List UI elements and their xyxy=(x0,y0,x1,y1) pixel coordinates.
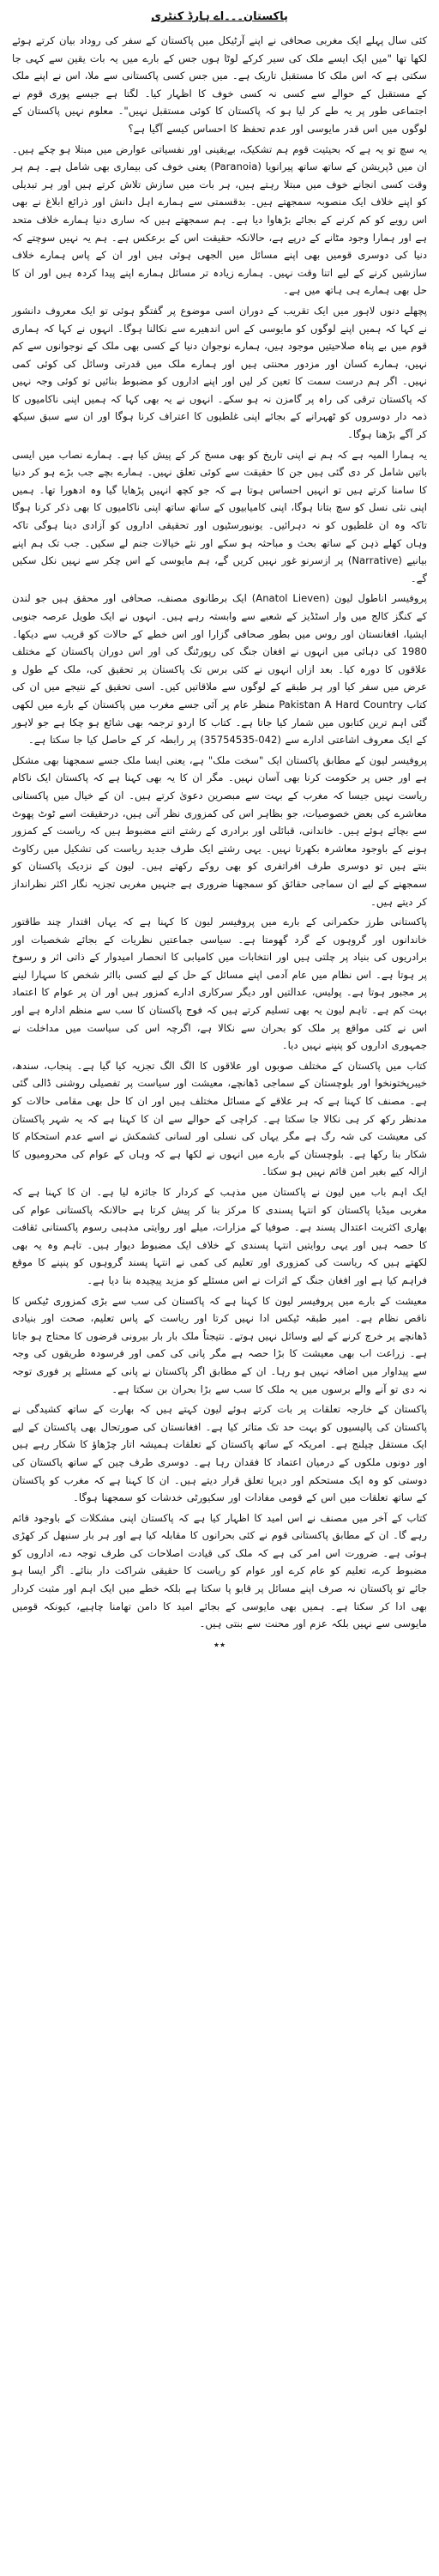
headline-bar xyxy=(12,7,427,25)
paragraph: پاکستانی طرز حکمرانی کے بارے میں پروفیسر لیون کا کہنا ہے کہ یہاں اقتدار چند طاقتور خاندانوں اور گروہوں کے گرد گھومتا ہے۔ سیاسی جماعتیں نظریات کے بجائے شخصیات اور برادریوں کی بنیاد پر چلتی ہیں اور انتخابات میں کامیابی کا انحصار امیدوار کے ذاتی اثر و رسوخ پر ہوتا ہے۔ اس نظام میں عام آدمی اپنے مسائل کے حل کے لیے کسی بااثر شخص کا سہارا لینے پر مجبور ہوتا ہے۔ پولیس، عدالتیں اور دیگر سرکاری ادارے کمزور ہیں اور ان پر عوام کا اعتماد بہت کم ہے۔ تاہم لیون یہ بھی تسلیم کرتے ہیں کہ فوج پاکستان کا سب سے منظم ادارہ ہے اور اس نے کئی مواقع پر ملک کو بحران سے نکالا ہے، اگرچہ اس کی سیاست میں مداخلت نے جمہوری اداروں کو پنپنے نہیں دیا۔ xyxy=(12,916,427,1052)
paragraph: یہ سچ تو یہ ہے کہ بحیثیت قوم ہم تشکیک، بےیقینی اور نفسیاتی عوارض میں مبتلا ہو چکے ہیں۔ ان میں ڈپریشن کے ساتھ ساتھ پیرانویا (Paranoia) یعنی خوف کی بیماری بھی شامل ہے۔ ہم ہر وقت کسی انجانے خوف میں مبتلا رہتے ہیں، ہر بات میں سازش تلاش کرتے ہیں اور ہر تبدیلی کو اپنے خلاف ایک منصوبہ سمجھتے ہیں۔ بدقسمتی سے ہمارے اہل دانش اور ذرائع ابلاغ نے بھی اس رویے کو کم کرنے کے بجائے بڑھاوا دیا ہے۔ ہم سمجھتے ہیں کہ ساری دنیا ہمارے خلاف متحد ہے اور ہمارا وجود مٹانے کے درپے ہے، حالانکہ حقیقت اس کے برعکس ہے۔ ہم یہ نہیں سوچتے کہ دنیا کی دوسری قومیں بھی اپنے مسائل میں الجھی ہوئی ہیں اور ان کے پاس ہمارے خلاف سازشیں کرنے کے لیے اتنا وقت نہیں۔ ہمارے زیادہ تر مسائل ہمارے اپنے پیدا کردہ ہیں اور ان کا حل بھی ہمارے ہی ہاتھ میں ہے۔ xyxy=(12,142,427,297)
paragraph: کتاب کے آخر میں مصنف نے اس امید کا اظہار کیا ہے کہ پاکستان اپنی مشکلات کے باوجود قائم رہے گا۔ ان کے مطابق پاکستانی قوم نے کئی بحرانوں کا مقابلہ کیا ہے اور ہر بار سنبھل کر کھڑی ہوئی ہے۔ ضرورت اس امر کی ہے کہ ملک کی قیادت اصلاحات کی طرف توجہ دے، اداروں کو مضبوط کرے، تعلیم کو عام کرے اور عوام کو ریاست کا حقیقی شراکت دار بنائے۔ اگر ایسا ہو جائے تو پاکستان نہ صرف اپنے مسائل پر قابو پا سکتا ہے بلکہ خطے میں ایک اہم اور مثبت کردار بھی ادا کر سکتا ہے۔ ہمیں بھی مایوسی کے بجائے امید کا دامن تھامنا چاہیے، کیونکہ قومیں مایوسی سے نہیں بلکہ عزم اور محنت سے بنتی ہیں۔ xyxy=(12,1511,427,1630)
article-headline: پاکستان۔۔۔اے ہارڈ کنٹری xyxy=(151,10,288,23)
article-end-mark: ٭٭ xyxy=(213,1638,226,1652)
paragraph: پاکستان کے خارجہ تعلقات پر بات کرتے ہوئے لیون کہتے ہیں کہ بھارت کے ساتھ کشیدگی نے پاکستان کی پالیسیوں کو بہت حد تک متاثر کیا ہے۔ افغانستان کی صورتحال بھی پاکستان کے لیے ایک مستقل چیلنج ہے۔ امریکہ کے ساتھ پاکستان کے تعلقات ہمیشہ اتار چڑھاؤ کا شکار رہے ہیں اور دونوں ملکوں کے درمیان اعتماد کا فقدان رہا ہے۔ دوسری طرف چین کے ساتھ پاکستان کی دوستی کو وہ ایک مستحکم اور دیرپا تعلق قرار دیتے ہیں۔ ان کا کہنا ہے کہ مغرب کو پاکستان کے ساتھ تعلقات میں اس کے قومی مفادات اور سکیورٹی خدشات کو سمجھنا ہوگا۔ xyxy=(12,1403,427,1504)
paragraph: پروفیسر لیون کے مطابق پاکستان ایک "سخت ملک" ہے، یعنی ایسا ملک جسے سمجھنا بھی مشکل ہے اور جس پر حکومت کرنا بھی آسان نہیں۔ مگر ان کا یہ بھی کہنا ہے کہ پاکستان ایک ناکام ریاست نہیں جیسا کہ مغرب کے بہت سے مبصرین دعویٰ کرتے ہیں۔ ان کے خیال میں پاکستانی معاشرے کی بعض خصوصیات، جو بظاہر اس کی کمزوری نظر آتی ہیں، درحقیقت اسے ٹوٹ پھوٹ سے بچائے ہوئے ہیں۔ خاندانی، قبائلی اور برادری کے رشتے اتنے مضبوط ہیں کہ ریاست کے کمزور ہونے کے باوجود معاشرہ بکھرتا نہیں۔ یہی رشتے ایک طرف جدید ریاست کی تشکیل میں رکاوٹ بنتے ہیں تو دوسری طرف افراتفری کو بھی روکے رکھتے ہیں۔ لیون کے نزدیک پاکستان کو سمجھنے کے لیے ان سماجی حقائق کو سمجھنا ضروری ہے جنہیں مغربی تجزیہ نگار اکثر نظرانداز کر دیتے ہیں۔ xyxy=(12,753,427,908)
paragraph: کئی سال پہلے ایک مغربی صحافی نے اپنے آرٹیکل میں پاکستان کے سفر کی روداد بیان کرتے ہوئے لکھا تھا "میں ایک ایسے ملک کی سیر کرکے لوٹا ہوں جس کے بارے میں یہ بات یقین سے کہی جا سکتی ہے کہ اس ملک کا مستقبل تاریک ہے۔ میں جس کسی پاکستانی سے ملا، اس نے اپنے ملک کے مستقبل کے حوالے سے کسی نہ کسی خوف کا اظہار کیا۔ لگتا ہے جیسے پوری قوم نے اجتماعی طور پر یہ طے کر لیا ہو کہ پاکستان کا کوئی مستقبل نہیں"۔ معلوم نہیں پاکستان کے لوگوں میں اس قدر مایوسی اور عدم تحفظ کا احساس کیسے آگیا ہے؟ xyxy=(12,34,427,135)
paragraph: یہ ہمارا المیہ ہے کہ ہم نے اپنی تاریخ کو بھی مسخ کر کے پیش کیا ہے۔ ہمارے نصاب میں ایسی باتیں شامل کر دی گئی ہیں جن کا حقیقت سے کوئی تعلق نہیں۔ ہمارے بچے جب بڑے ہو کر دنیا کا سامنا کرتے ہیں تو انہیں احساس ہوتا ہے کہ جو کچھ انہیں پڑھایا گیا وہ ادھورا تھا۔ ہمیں اپنی نئی نسل کو سچ بتانا ہوگا، اپنی کامیابیوں کے ساتھ ساتھ اپنی ناکامیوں کا بھی ذکر کرنا ہوگا تاکہ وہ ان غلطیوں کو نہ دہرائیں۔ یونیورسٹیوں اور تحقیقی اداروں کو آزادی دینا ہوگی تاکہ وہاں کھلے ذہن کے ساتھ بحث و مباحثہ ہو سکے اور نئے خیالات جنم لے سکیں۔ جب تک ہم اپنے بیانیے (Narrative) پر ازسرنو غور نہیں کریں گے، ہم مایوسی کے اس چکر سے نہیں نکل سکیں گے۔ xyxy=(12,448,427,584)
paragraph: پروفیسر اناطول لیون (Anatol Lieven) ایک برطانوی مصنف، صحافی اور محقق ہیں جو لندن کے کنگز کالج میں وار اسٹڈیز کے شعبے سے وابستہ رہے ہیں۔ انہوں نے ایک طویل عرصہ جنوبی ایشیا، افغانستان اور روس میں بطور صحافی گزارا اور اس خطے کے حالات کو قریب سے دیکھا۔ 1980 کی دہائی میں انہوں نے افغان جنگ کی رپورٹنگ کی اور اس دوران پاکستان کے مختلف علاقوں کا دورہ کیا۔ بعد ازاں انہوں نے کئی برس تک پاکستان پر تحقیق کی، ملک کے طول و عرض میں سفر کیا اور ہر طبقے کے لوگوں سے ملاقاتیں کیں۔ اسی تحقیق کے نتیجے میں ان کی کتاب Pakistan A Hard Country منظر عام پر آئی جسے مغرب میں پاکستان کے بارے میں لکھی گئی اہم ترین کتابوں میں شمار کیا جاتا ہے۔ کتاب کا اردو ترجمہ بھی شائع ہو چکا ہے جو لاہور کے ایک معروف اشاعتی ادارے سے (042-35754535) پر رابطہ کر کے حاصل کیا جا سکتا ہے۔ xyxy=(12,592,427,747)
paragraph: ایک اہم باب میں لیون نے پاکستان میں مذہب کے کردار کا جائزہ لیا ہے۔ ان کا کہنا ہے کہ مغربی میڈیا پاکستان کو انتہا پسندی کا مرکز بنا کر پیش کرتا ہے حالانکہ پاکستانی عوام کی بھاری اکثریت اعتدال پسند ہے۔ صوفیا کے مزارات، میلے اور روایتی مذہبی رسوم پاکستانی ثقافت کا حصہ ہیں اور یہی روایتیں انتہا پسندی کے خلاف ایک مضبوط دیوار ہیں۔ تاہم وہ یہ بھی لکھتے ہیں کہ ریاست کی کمزوری اور تعلیم کی کمی نے انتہا پسند گروہوں کو پنپنے کا موقع فراہم کیا ہے اور افغان جنگ کے اثرات نے اس مسئلے کو مزید پیچیدہ بنا دیا ہے۔ xyxy=(12,1186,427,1286)
article-body xyxy=(12,32,427,1633)
paragraph: کتاب میں پاکستان کے مختلف صوبوں اور علاقوں کا الگ الگ تجزیہ کیا گیا ہے۔ پنجاب، سندھ، خیبرپختونخوا اور بلوچستان کے سماجی ڈھانچے، معیشت اور سیاست پر تفصیلی روشنی ڈالی گئی ہے۔ مصنف کا کہنا ہے کہ ہر علاقے کے مسائل مختلف ہیں اور ان کا حل بھی مقامی حالات کو مدنظر رکھ کر ہی نکالا جا سکتا ہے۔ کراچی کے حوالے سے ان کا کہنا ہے کہ یہ شہر پاکستان کی معیشت کی شہ رگ ہے مگر یہاں کی نسلی اور لسانی کشمکش نے اسے عدم استحکام کا شکار بنا رکھا ہے۔ بلوچستان کے بارے میں انہوں نے لکھا ہے کہ وہاں کے عوام کی محرومیوں کا ازالہ کیے بغیر امن قائم نہیں ہو سکتا۔ xyxy=(12,1059,427,1178)
paragraph: معیشت کے بارے میں پروفیسر لیون کا کہنا ہے کہ پاکستان کی سب سے بڑی کمزوری ٹیکس کا ناقص نظام ہے۔ امیر طبقہ ٹیکس ادا نہیں کرتا اور ریاست کے پاس تعلیم، صحت اور بنیادی ڈھانچے پر خرچ کرنے کے لیے وسائل نہیں ہوتے۔ نتیجتاً ملک بار بار بیرونی قرضوں کا محتاج ہو جاتا ہے۔ زراعت اب بھی معیشت کا بڑا حصہ ہے مگر پانی کی کمی اور فرسودہ طریقوں کی وجہ سے پیداوار میں اضافہ نہیں ہو رہا۔ ان کے مطابق اگر پاکستان نے پانی کے مسئلے پر فوری توجہ نہ دی تو آنے والے برسوں میں یہ ملک کا سب سے بڑا بحران بن سکتا ہے۔ xyxy=(12,1294,427,1395)
paragraph: پچھلے دنوں لاہور میں ایک تقریب کے دوران اسی موضوع پر گفتگو ہوئی تو ایک معروف دانشور نے کہا کہ ہمیں اپنے لوگوں کو مایوسی کے اس اندھیرے سے نکالنا ہوگا۔ انہوں نے کہا کہ ہماری قوم میں بے پناہ صلاحیتیں موجود ہیں، ہمارے نوجوان دنیا کے کسی بھی ملک کے نوجوانوں سے کم نہیں، ہمارے کسان اور مزدور محنتی ہیں اور ہمارے ملک میں قدرتی وسائل کی کوئی کمی نہیں۔ اگر ہم درست سمت کا تعین کر لیں اور اپنے اداروں کو مضبوط بنائیں تو کوئی وجہ نہیں کہ پاکستان ترقی کی راہ پر گامزن نہ ہو سکے۔ انہوں نے یہ بھی کہا کہ ہمیں اپنی ناکامیوں کا ذمہ دار دوسروں کو ٹھہرانے کے بجائے اپنی غلطیوں کا اعتراف کرنا ہوگا اور ان سے سبق سیکھ کر آگے بڑھنا ہوگا۔ xyxy=(12,304,427,441)
